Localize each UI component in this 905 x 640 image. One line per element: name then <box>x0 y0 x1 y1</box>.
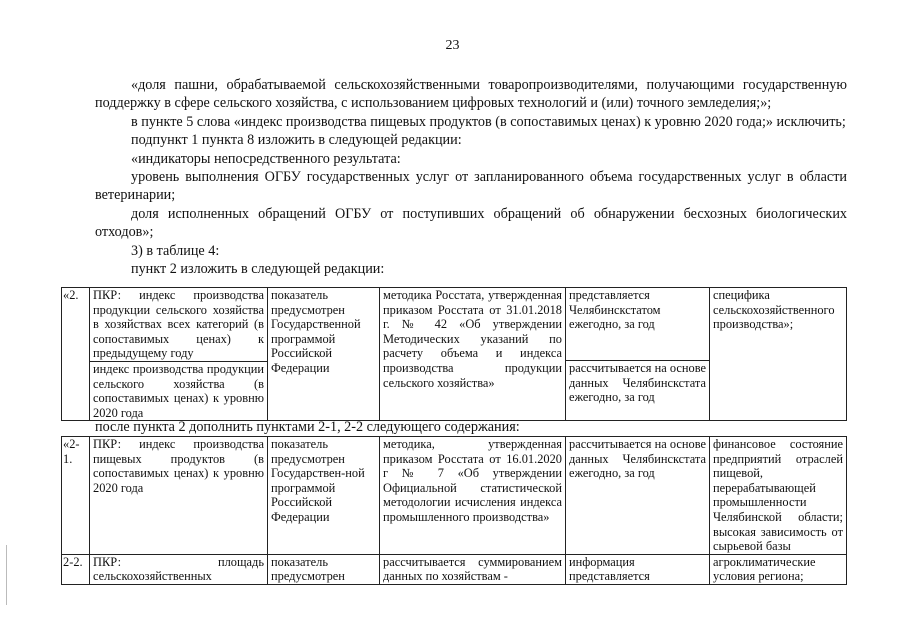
indicator-name-cell <box>90 288 268 421</box>
paragraph-4: «индикаторы непосредственного результата: <box>131 150 401 167</box>
table-row <box>62 288 847 421</box>
indicator-source-cell <box>566 288 710 421</box>
paragraph-6: доля исполненных обращений ОГБУ от поступивших обращений об обнаружении бесхозных биологических отходов»; <box>95 205 847 241</box>
paragraph-8: пункт 2 изложить в следующей редакции: <box>131 261 385 278</box>
row-number: «2. <box>62 288 90 421</box>
indicator-source: рассчитывается на основе данных Челябинскстата ежегодно, за год <box>566 437 710 555</box>
indicator-name-b: индекс производства продукции сельского хозяйства (в сопоставимых ценах) к уровню 2020 года <box>90 361 267 420</box>
indicator-specifics: специфика сельскохозяйственного производства»; <box>710 288 847 421</box>
scan-edge-mark <box>6 545 7 605</box>
paragraph-7: 3) в таблице 4: <box>131 242 220 259</box>
indicator-type: показатель предусмотрен Государствен-ной программой Российской Федерации <box>268 437 380 555</box>
row-number: «2-1. <box>62 437 90 555</box>
indicator-type: показатель предусмотрен Государственной программой Российской Федерации <box>268 288 380 421</box>
indicator-specifics: агроклиматические условия региона; <box>710 554 847 584</box>
indicator-source: информация представляется <box>566 554 710 584</box>
table-row <box>62 554 847 584</box>
indicator-method: методика, утвержденная приказом Росстата от 16.01.2020 г № 7 «Об утверждении Официальной статистической методологии исчисления индекса промышленного производства» <box>380 437 566 555</box>
indicator-name: ПКР: индекс производства пищевых продуктов (в сопоставимых ценах) к уровню 2020 года <box>90 437 268 555</box>
indicator-method: рассчитывается суммированием данных по хозяйствам - <box>380 554 566 584</box>
paragraph-5: уровень выполнения ОГБУ государственных услуг от запланированного объема государственных услуг в области ветеринарии; <box>95 169 847 204</box>
indicator-method: методика Росстата, утвержденная приказом Росстата от 31.01.2018 г. № 42 «Об утверждении Методических указаний по расчету объема и индекса производства продукции сельского хозяйства» <box>380 288 566 421</box>
indicator-type: показатель предусмотрен <box>268 554 380 584</box>
paragraph-2: в пункте 5 слова «индекс производства пищевых продуктов (в сопоставимых ценах) к уровню 2020 года;» исключить; <box>131 113 846 130</box>
middle-text: после пункта 2 дополнить пунктами 2-1, 2-2 следующего содержания: <box>95 419 520 435</box>
indicator-table-points-2-1-2-2 <box>61 436 847 585</box>
paragraph-3: подпункт 1 пункта 8 изложить в следующей редакции: <box>131 132 462 149</box>
indicator-source-a: представляется Челябинскстатом ежегодно, за год <box>569 288 661 332</box>
indicator-name: ПКР: площадь сельскохозяйственных <box>90 554 268 584</box>
row-number: 2-2. <box>62 554 90 584</box>
indicator-name-a: ПКР: индекс производства продукции сельского хозяйства в хозяйствах всех категорий (в сопоставимых ценах) к предыдущему году <box>93 288 264 361</box>
document-body <box>95 76 847 278</box>
indicator-source-b: рассчитывается на основе данных Челябинскстата ежегодно, за год <box>566 360 709 405</box>
indicator-specifics: финансовое состояние предприятий отраслей пищевой, перерабатывающей промышленности Челябинской области; высокая зависимость от сырьевой базы <box>710 437 847 555</box>
page-number: 23 <box>445 38 460 53</box>
indicator-table-point-2 <box>61 287 847 421</box>
paragraph-1: «доля пашни, обрабатываемой сельскохозяйственными товаропроизводителями, получающими государственную поддержку в сфере сельского хозяйства, с использованием цифровых технологий и (или) точного земледелия;»; <box>95 77 847 112</box>
table-row <box>62 437 847 555</box>
